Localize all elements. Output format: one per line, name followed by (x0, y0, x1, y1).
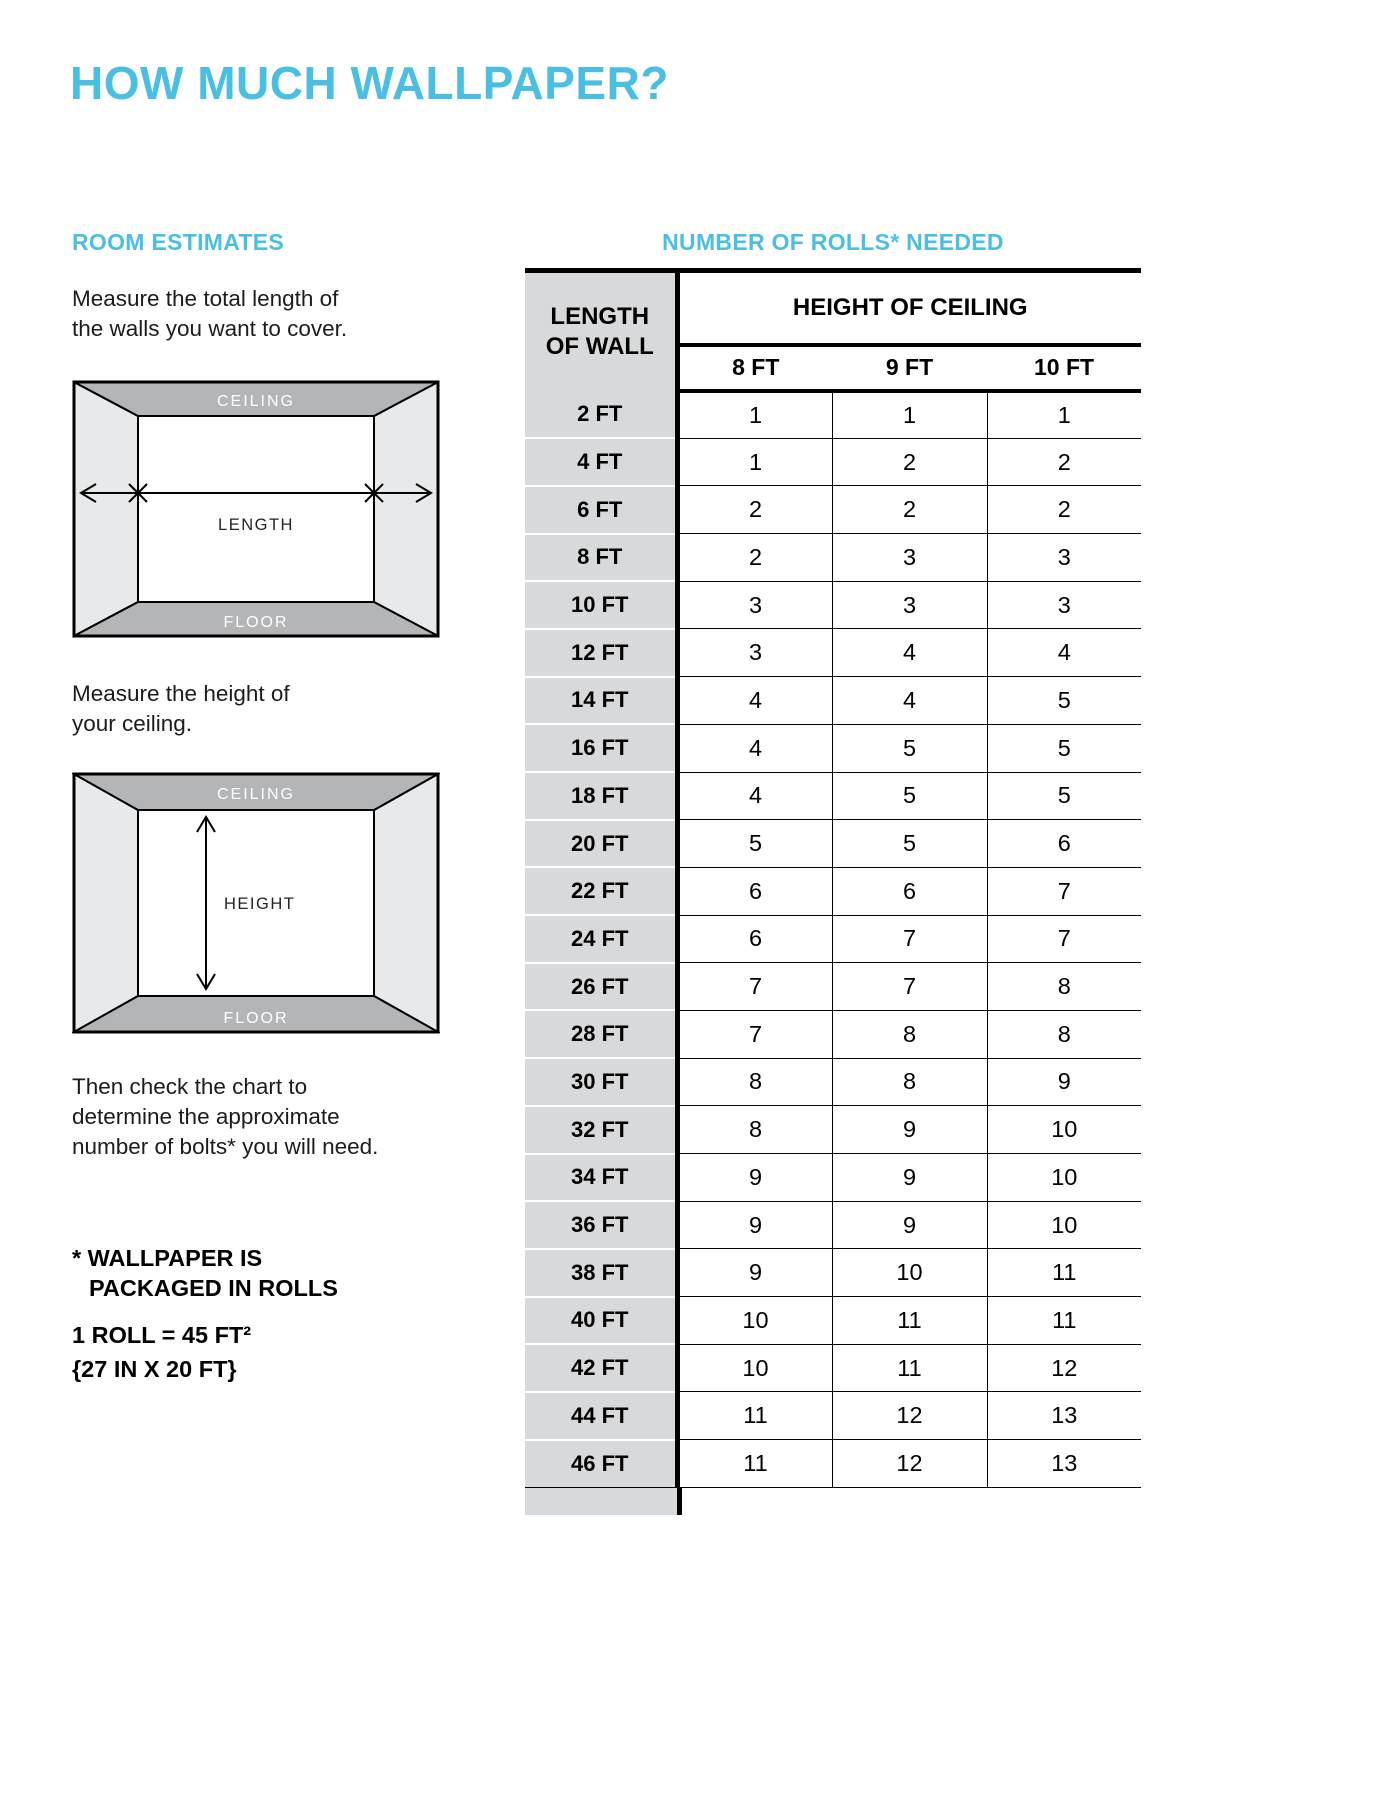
table-row (525, 486, 1141, 534)
rolls-count-cell: 9 (832, 1106, 987, 1154)
floor-label: FLOOR (223, 614, 289, 631)
rolls-count-cell: 9 (677, 1154, 832, 1202)
rolls-table-heading: NUMBER OF ROLLS* NEEDED (662, 229, 1004, 255)
rolls-count-cell: 3 (677, 629, 832, 677)
rolls-count-cell: 8 (832, 1058, 987, 1106)
wall-length-cell: 26 FT (525, 963, 677, 1011)
rolls-count-cell: 2 (832, 486, 987, 534)
rolls-count-cell: 3 (987, 534, 1141, 582)
wall-length-cell: 46 FT (525, 1440, 677, 1488)
roll-coverage-note: 1 ROLL = 45 FT² (72, 1322, 252, 1348)
table-row (525, 1106, 1141, 1154)
rolls-table-section (525, 268, 1141, 1515)
rolls-count-cell: 10 (987, 1154, 1141, 1202)
wall-length-cell: 6 FT (525, 486, 677, 534)
rolls-count-cell: 4 (677, 677, 832, 725)
rolls-count-cell: 6 (832, 867, 987, 915)
rolls-count-cell: 5 (987, 677, 1141, 725)
rolls-count-cell: 11 (987, 1249, 1141, 1297)
wall-length-cell: 42 FT (525, 1344, 677, 1392)
wall-length-cell: 28 FT (525, 1010, 677, 1058)
rolls-table-body (525, 391, 1141, 1488)
rolls-count-cell: 5 (832, 820, 987, 868)
rolls-count-cell: 5 (987, 772, 1141, 820)
room-length-diagram (72, 380, 440, 638)
rolls-count-cell: 5 (987, 724, 1141, 772)
rolls-count-cell: 8 (832, 1010, 987, 1058)
rolls-count-cell: 7 (677, 1010, 832, 1058)
wall-length-cell: 18 FT (525, 772, 677, 820)
table-row (525, 867, 1141, 915)
rolls-count-cell: 1 (987, 391, 1141, 439)
table-row (525, 1344, 1141, 1392)
text-line: the walls you want to cover. (72, 316, 348, 341)
rolls-count-cell: 2 (832, 438, 987, 486)
rolls-count-cell: 10 (987, 1106, 1141, 1154)
rolls-count-cell: 4 (832, 629, 987, 677)
instruction-measure-length (72, 284, 347, 344)
wall-length-cell: 24 FT (525, 915, 677, 963)
rolls-count-cell: 10 (677, 1297, 832, 1345)
rolls-count-cell: 13 (987, 1440, 1141, 1488)
wall-length-cell: 2 FT (525, 391, 677, 439)
rolls-table (525, 268, 1141, 1488)
col-header-9ft: 9 FT (832, 345, 987, 391)
rolls-count-cell: 9 (832, 1154, 987, 1202)
rolls-count-cell: 4 (832, 677, 987, 725)
table-row (525, 820, 1141, 868)
wall-length-cell: 4 FT (525, 438, 677, 486)
rolls-count-cell: 5 (832, 724, 987, 772)
table-row (525, 581, 1141, 629)
rolls-count-cell: 13 (987, 1392, 1141, 1440)
table-row (525, 1201, 1141, 1249)
rolls-count-cell: 10 (832, 1249, 987, 1297)
col-header-8ft: 8 FT (677, 345, 832, 391)
rolls-count-cell: 2 (987, 438, 1141, 486)
rolls-count-cell: 3 (832, 534, 987, 582)
back-wall (138, 416, 374, 602)
wall-length-cell: 32 FT (525, 1106, 677, 1154)
rolls-count-cell: 9 (987, 1058, 1141, 1106)
table-row (525, 1392, 1141, 1440)
rolls-count-cell: 11 (832, 1344, 987, 1392)
rolls-count-cell: 1 (677, 438, 832, 486)
rolls-count-cell: 4 (677, 724, 832, 772)
text-line: OF WALL (545, 332, 654, 360)
rolls-count-cell: 12 (832, 1440, 987, 1488)
rolls-count-cell: 10 (677, 1344, 832, 1392)
length-of-wall-header (525, 271, 677, 391)
table-row (525, 629, 1141, 677)
ceiling-label: CEILING (216, 786, 296, 803)
wall-length-cell: 44 FT (525, 1392, 677, 1440)
table-row (525, 391, 1141, 439)
wall-length-cell: 12 FT (525, 629, 677, 677)
rolls-count-cell: 1 (832, 391, 987, 439)
wall-length-cell: 10 FT (525, 581, 677, 629)
text-line: * WALLPAPER IS (72, 1245, 263, 1271)
rolls-count-cell: 7 (677, 963, 832, 1011)
text-line: PACKAGED IN ROLLS (89, 1275, 338, 1301)
rolls-count-cell: 12 (987, 1344, 1141, 1392)
instruction-measure-height (72, 679, 290, 739)
rolls-count-cell: 11 (677, 1392, 832, 1440)
rolls-count-cell: 11 (677, 1440, 832, 1488)
left-wall (74, 382, 138, 636)
text-line: Measure the total length of (72, 286, 339, 311)
table-row (525, 915, 1141, 963)
table-footer-stub (525, 1488, 682, 1515)
wall-length-cell: 36 FT (525, 1201, 677, 1249)
wall-length-cell: 16 FT (525, 724, 677, 772)
text-line: determine the approximate (72, 1104, 340, 1129)
rolls-count-cell: 11 (987, 1297, 1141, 1345)
room-height-diagram (72, 772, 440, 1034)
table-row (525, 534, 1141, 582)
rolls-count-cell: 5 (677, 820, 832, 868)
length-label: LENGTH (218, 516, 294, 534)
rolls-count-cell: 9 (832, 1201, 987, 1249)
wall-length-cell: 20 FT (525, 820, 677, 868)
table-row (525, 1297, 1141, 1345)
rolls-count-cell: 9 (677, 1201, 832, 1249)
rolls-count-cell: 6 (677, 867, 832, 915)
text-line: number of bolts* you will need. (72, 1134, 379, 1159)
text-line: Measure the height of (72, 681, 290, 706)
left-wall (74, 774, 138, 1032)
table-row (525, 677, 1141, 725)
rolls-count-cell: 1 (748, 401, 763, 428)
table-row (525, 438, 1141, 486)
height-of-ceiling-header: HEIGHT OF CEILING (677, 271, 1141, 345)
rolls-count-cell: 7 (987, 915, 1141, 963)
table-row (525, 772, 1141, 820)
wall-length-cell: 30 FT (525, 1058, 677, 1106)
wallpaper-packaging-note (72, 1243, 338, 1303)
rolls-count-cell: 8 (677, 1058, 832, 1106)
rolls-count-cell: 2 (987, 486, 1141, 534)
wall-length-cell: 38 FT (525, 1249, 677, 1297)
instruction-check-chart (72, 1072, 378, 1162)
rolls-count-cell: 4 (677, 772, 832, 820)
rolls-count-cell: 8 (987, 963, 1141, 1011)
right-wall (374, 382, 438, 636)
table-row (525, 963, 1141, 1011)
text-line: LENGTH (550, 302, 650, 330)
wall-length-cell: 40 FT (525, 1297, 677, 1345)
table-row (525, 1154, 1141, 1202)
rolls-count-cell: 2 (677, 486, 832, 534)
table-row (525, 1010, 1141, 1058)
text-line: Then check the chart to (72, 1074, 308, 1099)
table-row (525, 1249, 1141, 1297)
ceiling-label: CEILING (216, 393, 296, 410)
height-label: HEIGHT (224, 895, 296, 913)
right-wall (374, 774, 438, 1032)
roll-dimensions-note: {27 IN X 20 FT} (72, 1356, 237, 1382)
rolls-count-cell: 10 (987, 1201, 1141, 1249)
rolls-count-cell: 8 (987, 1010, 1141, 1058)
room-estimates-heading: ROOM ESTIMATES (72, 229, 285, 255)
table-row (525, 1440, 1141, 1488)
text-line: your ceiling. (72, 711, 193, 736)
rolls-count-cell: 5 (832, 772, 987, 820)
rolls-count-cell: 8 (677, 1106, 832, 1154)
table-row (525, 724, 1141, 772)
col-header-10ft: 10 FT (987, 345, 1141, 391)
wall-length-cell: 22 FT (525, 867, 677, 915)
table-row (525, 1058, 1141, 1106)
rolls-count-cell: 6 (677, 915, 832, 963)
rolls-count-cell: 6 (987, 820, 1141, 868)
rolls-count-cell: 9 (677, 1249, 832, 1297)
wall-length-cell: 8 FT (525, 534, 677, 582)
rolls-count-cell: 3 (832, 581, 987, 629)
rolls-count-cell: 2 (677, 534, 832, 582)
rolls-count-cell: 4 (987, 629, 1141, 677)
floor-label: FLOOR (223, 1010, 289, 1027)
rolls-count-cell: 7 (832, 963, 987, 1011)
rolls-count-cell: 12 (832, 1392, 987, 1440)
wall-length-cell: 34 FT (525, 1154, 677, 1202)
wall-length-cell: 14 FT (525, 677, 677, 725)
rolls-count-cell: 3 (677, 581, 832, 629)
rolls-count-cell: 11 (832, 1297, 987, 1345)
rolls-count-cell: 7 (987, 867, 1141, 915)
page-title: HOW MUCH WALLPAPER? (70, 57, 669, 109)
rolls-count-cell: 7 (832, 915, 987, 963)
rolls-count-cell: 3 (987, 581, 1141, 629)
